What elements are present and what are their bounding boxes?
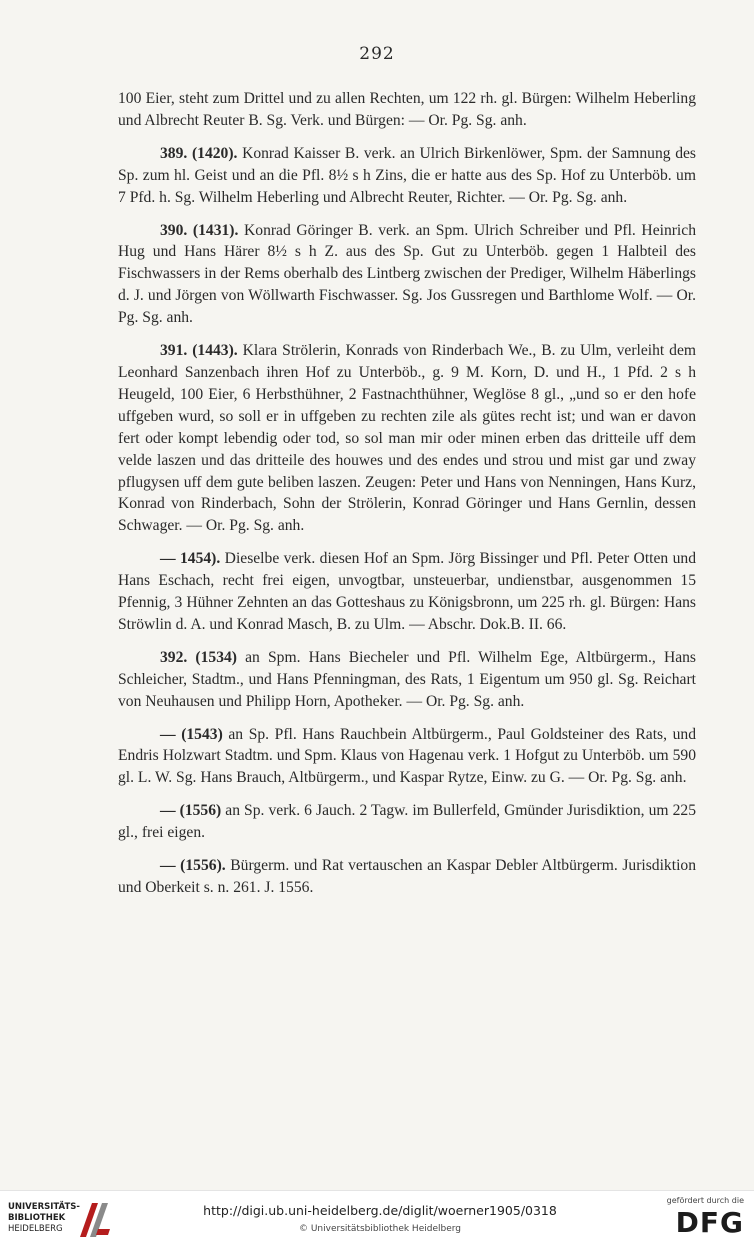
- dfg-logo[interactable]: [666, 1196, 746, 1240]
- entry-number: — 1454).: [160, 550, 221, 568]
- paragraph-text: an Sp. Pfl. Hans Rauchbein Altbürgerm., Paul Goldsteiner des Rats, und Endris Holzwart Stadtm. und Spm. Klaus von Hagenau verk. 1 Hofgut zu Unterböb. um 590 gl. L. W. Sg. Hans Brauch, Altbürgerm., und Kaspar Rytze, Einw. zu G. — Or. Pg. Sg. anh.: [118, 725, 696, 787]
- entry-number: 391. (1443).: [160, 342, 238, 360]
- library-name: [8, 1202, 80, 1235]
- library-emblem-icon: [76, 1199, 112, 1239]
- paragraph: [118, 88, 696, 132]
- page-number: 292: [359, 44, 395, 64]
- entry-number: 389. (1420).: [160, 144, 238, 162]
- paragraph-text: an Sp. verk. 6 Jauch. 2 Tagw. im Bullerfeld, Gmünder Jurisdiktion, um 225 gl., frei eigen.: [118, 802, 696, 842]
- entry-number: — (1556).: [160, 857, 226, 875]
- paragraph: [118, 220, 696, 330]
- library-name-line: HEIDELBERG: [8, 1224, 63, 1234]
- library-name-line: UNIVERSITÄTS-: [8, 1202, 80, 1212]
- paragraph: [118, 724, 696, 790]
- paragraph: [118, 800, 696, 844]
- paragraph: [118, 143, 696, 209]
- entry-number: — (1556): [160, 802, 222, 820]
- library-name-line: BIBLIOTHEK: [8, 1213, 66, 1223]
- viewer-footer: [0, 1190, 754, 1244]
- paragraph: [118, 340, 696, 537]
- page-text: [118, 88, 696, 910]
- paragraph-text: 100 Eier, steht zum Drittel und zu allen Rechten, um 122 rh. gl. Bürgen: Wilhelm Heberling und Albrecht Reuter B. Sg. Verk. und Bürgen: — Or. Pg. Sg. anh.: [118, 90, 696, 129]
- funded-by-label: gefördert durch die: [666, 1196, 744, 1205]
- entry-number: — (1543): [160, 725, 223, 743]
- dfg-wordmark: DFG: [675, 1206, 744, 1239]
- paragraph-text: Dieselbe verk. diesen Hof an Spm. Jörg Bissinger und Pfl. Peter Otten und Hans Eschach, recht frei eigen, unvogtbar, unsteuerbar, undienstbar, ausgenommen 15 Pfennig, 3 Hühner Zehnten an das Gotteshaus zu Königsbronn, um 225 rh. gl. Bürgen: Hans Ströwlin d. A. und Konrad Masch, B. zu Ulm. — Abschr. Dok.B. II. 66.: [118, 550, 696, 633]
- paragraph-text: Konrad Kaisser B. verk. an Ulrich Birkenlöwer, Spm. der Samnung des Sp. zum hl. Geist und an die Pfl. 8½ s h Zins, die er hatte aus des Sp. Hof zu Unterböb. um 7 Pfd. h. Sg. Wilhelm Heberling und Albrecht Reuter, Richter. — Or. Pg. Sg. anh.: [118, 144, 696, 206]
- permalink-url[interactable]: http://digi.ub.uni-heidelberg.de/diglit/woerner1905/0318: [203, 1203, 557, 1218]
- paragraph-text: an Spm. Hans Biecheler und Pfl. Wilhelm Ege, Altbürgerm., Hans Schleicher, Stadtm., und Hans Pfenningman, des Rats, 1 Eigentum um 950 gl. Sg. Reichart von Neuhausen und Philipp Horn, Apotheker. — Or. Pg. Sg. anh.: [118, 648, 697, 710]
- paragraph: [118, 548, 696, 636]
- entry-number: 390. (1431).: [160, 221, 239, 239]
- entry-number: 392. (1534): [160, 648, 237, 666]
- paragraph-text: Klara Strölerin, Konrads von Rinderbach We., B. zu Ulm, verleiht dem Leonhard Sanzenbach ihren Hof zu Unterböb., g. 9 M. Korn, D. und H., 1 Pfd. 2 s h Heugeld, 100 Eier, 6 Herbsthühner, 2 Fastnachthühner, Weglöse 8 gl., „und so er den hofe uffgeben wurd, so soll er in uffgeben zu rechten zile als gütes recht ist; und wan er davon fert oder kompt lebendig oder tod, so sol man mir oder minen erben das dritteile uff dem velde laszen und das dritteile des houwes und des endes und strou und mist gar und zway pflugysen uff dem gute beliben laszen. Zeugen: Peter und Hans von Nenningen, Hans Kurz, Konrad von Rinderbach, Sohn der Strölerin, Konrad Göringer und Hans Gernlin, dessen Schwager. — Or. Pg. Sg. anh.: [118, 342, 696, 535]
- paragraph-text: Bürgerm. und Rat vertauschen an Kaspar Debler Altbürgerm. Jurisdiktion und Oberkeit s. n. 261. J. 1556.: [118, 857, 696, 896]
- library-logo[interactable]: [8, 1199, 118, 1239]
- copyright-notice: © Universitätsbibliothek Heidelberg: [298, 1224, 461, 1234]
- paragraph-text: Konrad Göringer B. verk. an Spm. Ulrich Schreiber und Pfl. Heinrich Hug und Hans Härer 8½ s h Z. aus des Sp. Gut zu Unterböb. gegen 1 Halbteil des Fischwassers in der Rems oberhalb des Lintberg zwischen der Prediger, Wilhelm Häberlings d. J. und Jörgen von Wöllwarth Fischwasser. Sg. Jos Gussregen und Barthlome Wolf. — Or. Pg. Sg. anh.: [118, 221, 696, 327]
- paragraph: [118, 855, 696, 899]
- paragraph: [118, 647, 696, 713]
